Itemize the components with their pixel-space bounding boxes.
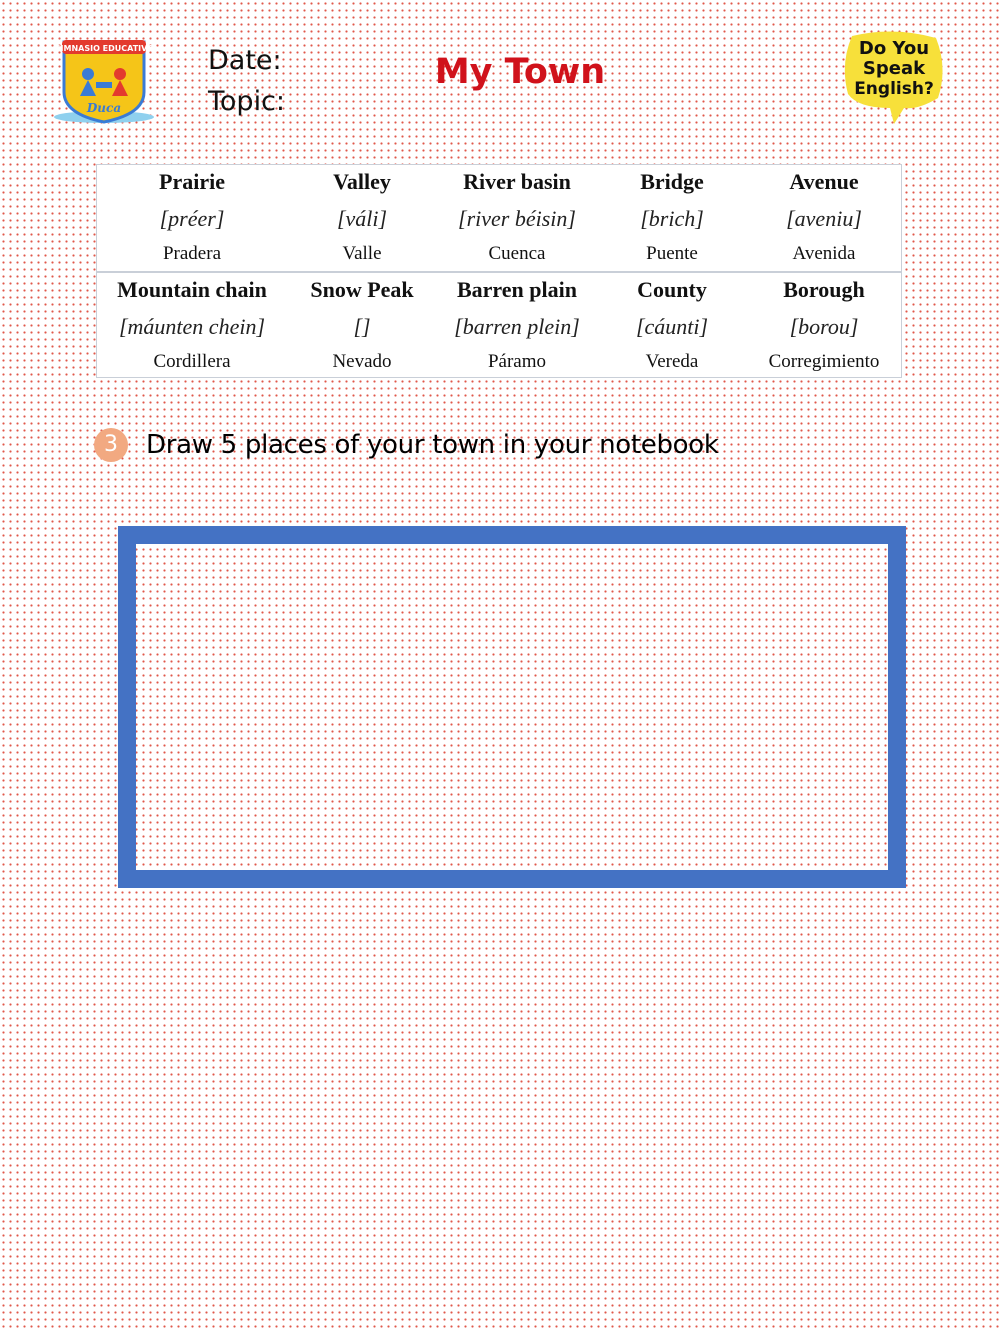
vocab-translation: Cordillera [153,351,231,372]
vocabulary-cell [97,273,287,379]
vocabulary-cell [597,273,747,379]
vocab-translation: Vereda [645,351,699,372]
vocab-pronunciation: [river béisin] [458,206,576,231]
speak-english-badge [838,28,950,128]
drawing-area-frame[interactable] [118,526,906,888]
vocabulary-row [97,271,901,379]
date-label: Date: [208,45,282,76]
svg-text:GIMNASIO EDUCATIVO: GIMNASIO EDUCATIVO [53,44,155,53]
vocab-translation: Avenida [792,243,856,264]
vocabulary-cell [437,273,597,379]
vocab-pronunciation: [barren plein] [454,314,580,339]
vocabulary-cell [747,165,901,271]
vocabulary-cell [287,273,437,379]
vocab-pronunciation: [aveniu] [786,206,862,231]
vocab-translation: Pradera [162,243,222,264]
vocab-translation: Cuenca [488,243,546,264]
vocabulary-cell [747,273,901,379]
school-crest-icon [50,34,158,126]
vocab-word: Mountain chain [117,277,267,302]
vocab-translation: Corregimiento [768,351,880,372]
vocab-word: Snow Peak [310,277,414,302]
vocab-pronunciation: [máunten chein] [118,314,266,339]
page-title: My Town [434,52,606,92]
vocabulary-row [97,165,901,271]
vocab-word: Barren plain [456,277,577,302]
school-logo [50,34,158,126]
vocab-word: County [637,277,707,302]
svg-text:English?: English? [854,79,934,99]
vocab-pronunciation: [préer] [159,206,225,231]
vocabulary-cell [287,165,437,271]
vocabulary-cell [97,165,287,271]
speech-bubble-icon [838,28,950,128]
vocabulary-cell [597,165,747,271]
vocab-pronunciation: [brich] [640,206,704,231]
vocab-word: Borough [783,277,865,302]
vocab-translation: Valle [342,243,382,264]
vocab-pronunciation: [váli] [336,206,388,231]
svg-text:Duca: Duca [86,101,122,115]
vocabulary-table [96,164,902,378]
vocab-word: Valley [333,169,391,194]
vocab-pronunciation: [] [353,314,371,339]
vocab-pronunciation: [cáunti] [635,314,709,339]
vocab-word: Avenue [789,169,859,194]
vocab-pronunciation: [borou] [789,314,859,339]
vocab-translation: Páramo [487,351,547,372]
vocab-word: Bridge [640,169,704,194]
vocab-word: River basin [463,169,571,194]
vocab-translation: Nevado [332,351,392,372]
activity-number-badge: 3 [94,428,128,462]
header-labels [208,40,285,122]
vocab-word: Prairie [159,169,225,194]
activity-instruction: Draw 5 places of your town in your notebook [146,430,719,460]
topic-label: Topic: [208,86,286,117]
svg-text:Speak: Speak [862,58,926,79]
vocabulary-cell [437,165,597,271]
svg-text:Do You: Do You [858,38,930,59]
vocab-translation: Puente [646,243,698,264]
